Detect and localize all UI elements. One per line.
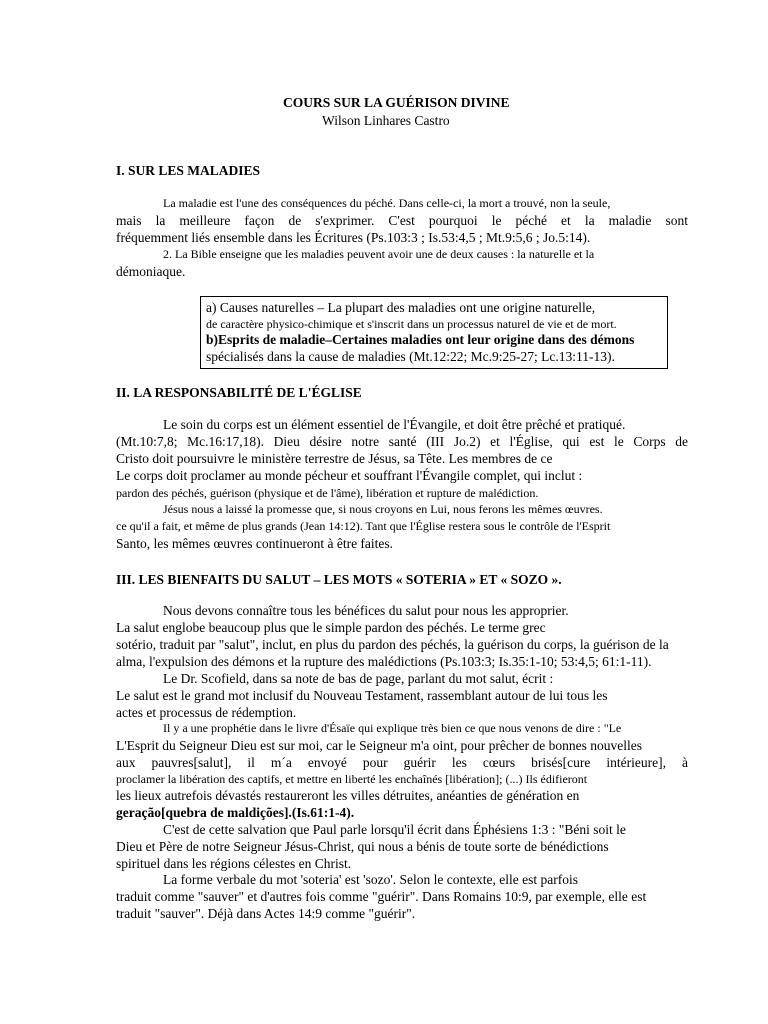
paragraph-line: fréquemment liés ensemble dans les Écritures (Ps.103:3 ; Is.53:4,5 ; Mt.9:5,6 ; Jo.5:14). <box>116 230 591 245</box>
paragraph-line: (Mt.10:7,8; Mc.16:17,18). Dieu désire notre santé (III Jo.2) et l'Église, qui est le Corps de <box>116 434 688 449</box>
paragraph-line: Jésus nous a laissé la promesse que, si nous croyons en Lui, nous ferons les mêmes œuvres. <box>163 502 603 516</box>
box-line-natural: a) Causes naturelles – La plupart des maladies ont une origine naturelle, <box>206 300 596 315</box>
paragraph-line: C'est de cette salvation que Paul parle lorsqu'il écrit dans Éphésiens 1:3 : "Béni soit le <box>163 822 626 837</box>
document-title: COURS SUR LA GUÉRISON DIVINE <box>283 95 510 110</box>
paragraph-line: traduit "sauver". Déjà dans Actes 14:9 comme "guérir". <box>116 906 416 921</box>
paragraph-line: Le Dr. Scofield, dans sa note de bas de page, parlant du mot salut, écrit : <box>163 671 554 686</box>
section-heading-1: I. SUR LES MALADIES <box>116 163 261 178</box>
paragraph-line: spirituel dans les régions célestes en Christ. <box>116 856 352 871</box>
box-line-spirits: b)Esprits de maladie–Certaines maladies ont leur origine dans des démons <box>206 332 635 347</box>
paragraph-line: La forme verbale du mot 'soteria' est 'sozo'. Selon le contexte, elle est parfois <box>163 872 578 887</box>
paragraph-line: pardon des péchés, guérison (physique et de l'âme), libération et rupture de malédiction. <box>116 486 539 500</box>
paragraph-line: Il y a une prophétie dans le livre d'Ésaïe qui explique très bien ce que nous venons de dire : "Le <box>163 721 622 735</box>
box-line: de caractère physico-chimique et s'inscrit dans un processus naturel de vie et de mort. <box>206 317 617 331</box>
paragraph-line: traduit comme "sauver" et d'autres fois comme "guérir". Dans Romains 10:9, par exemple, elle est <box>116 889 647 904</box>
paragraph-line: démoniaque. <box>116 264 186 279</box>
paragraph-line: mais la meilleure façon de s'exprimer. C'est pourquoi le péché et la maladie sont <box>116 213 688 228</box>
paragraph-line: Nous devons connaître tous les bénéfices du salut pour nous les approprier. <box>163 603 569 618</box>
paragraph-line: les lieux autrefois dévastés restaureront les villes détruites, anéanties de génération en <box>116 788 580 803</box>
paragraph-line: La maladie est l'une des conséquences du péché. Dans celle-ci, la mort a trouvé, non la seule, <box>163 196 611 210</box>
paragraph-line: Le corps doit proclamer au monde pécheur et souffrant l'Évangile complet, qui inclut : <box>116 468 583 483</box>
box-line: spécialisés dans la cause de maladies (Mt.12:22; Mc.9:25-27; Lc.13:11-13). <box>206 349 615 364</box>
paragraph-line: Cristo doit poursuivre le ministère terrestre de Jésus, sa Tête. Les membres de ce <box>116 451 553 466</box>
paragraph-line: La salut englobe beaucoup plus que le simple pardon des péchés. Le terme grec <box>116 620 546 635</box>
section-heading-2: II. LA RESPONSABILITÉ DE L'ÉGLISE <box>116 385 362 400</box>
document-author: Wilson Linhares Castro <box>322 113 450 128</box>
paragraph-line: sotério, traduit par "salut", inclut, en plus du pardon des péchés, la guérison du corps, la guérison de la <box>116 637 669 652</box>
paragraph-line: Le salut est le grand mot inclusif du Nouveau Testament, rassemblant autour de lui tous les <box>116 688 608 703</box>
section-heading-3: III. LES BIENFAITS DU SALUT – LES MOTS « SOTERIA » ET « SOZO ». <box>116 572 562 587</box>
paragraph-line: Le soin du corps est un élément essentiel de l'Évangile, et doit être prêché et pratiqué. <box>163 417 626 432</box>
paragraph-line: proclamer la libération des captifs, et mettre en liberté les enchaînés [libération]; (...) Ils édifieront <box>116 772 588 786</box>
paragraph-line: L'Esprit du Seigneur Dieu est sur moi, car le Seigneur m'a oint, pour prêcher de bonnes nouvelles <box>116 738 642 753</box>
paragraph-line: alma, l'expulsion des démons et la rupture des malédictions (Ps.103:3; Is.35:1-10; 53:4,5; 61:1-11). <box>116 654 652 669</box>
paragraph-line: 2. La Bible enseigne que les maladies peuvent avoir une de deux causes : la naturelle et la <box>163 247 595 261</box>
paragraph-line: Dieu et Père de notre Seigneur Jésus-Christ, qui nous a bénis de toute sorte de bénédictions <box>116 839 609 854</box>
paragraph-line: ce qu'il a fait, et même de plus grands (Jean 14:12). Tant que l'Église restera sous le contrôle de l'Esprit <box>116 519 611 533</box>
paragraph-line: Santo, les mêmes œuvres continueront à être faites. <box>116 536 394 551</box>
paragraph-line: actes et processus de rédemption. <box>116 705 297 720</box>
paragraph-line: aux pauvres[salut], il m´a envoyé pour guérir les cœurs brisés[cure intérieure], à <box>116 755 688 770</box>
paragraph-line: geração[quebra de maldições].(Is.61:1-4). <box>116 805 355 820</box>
